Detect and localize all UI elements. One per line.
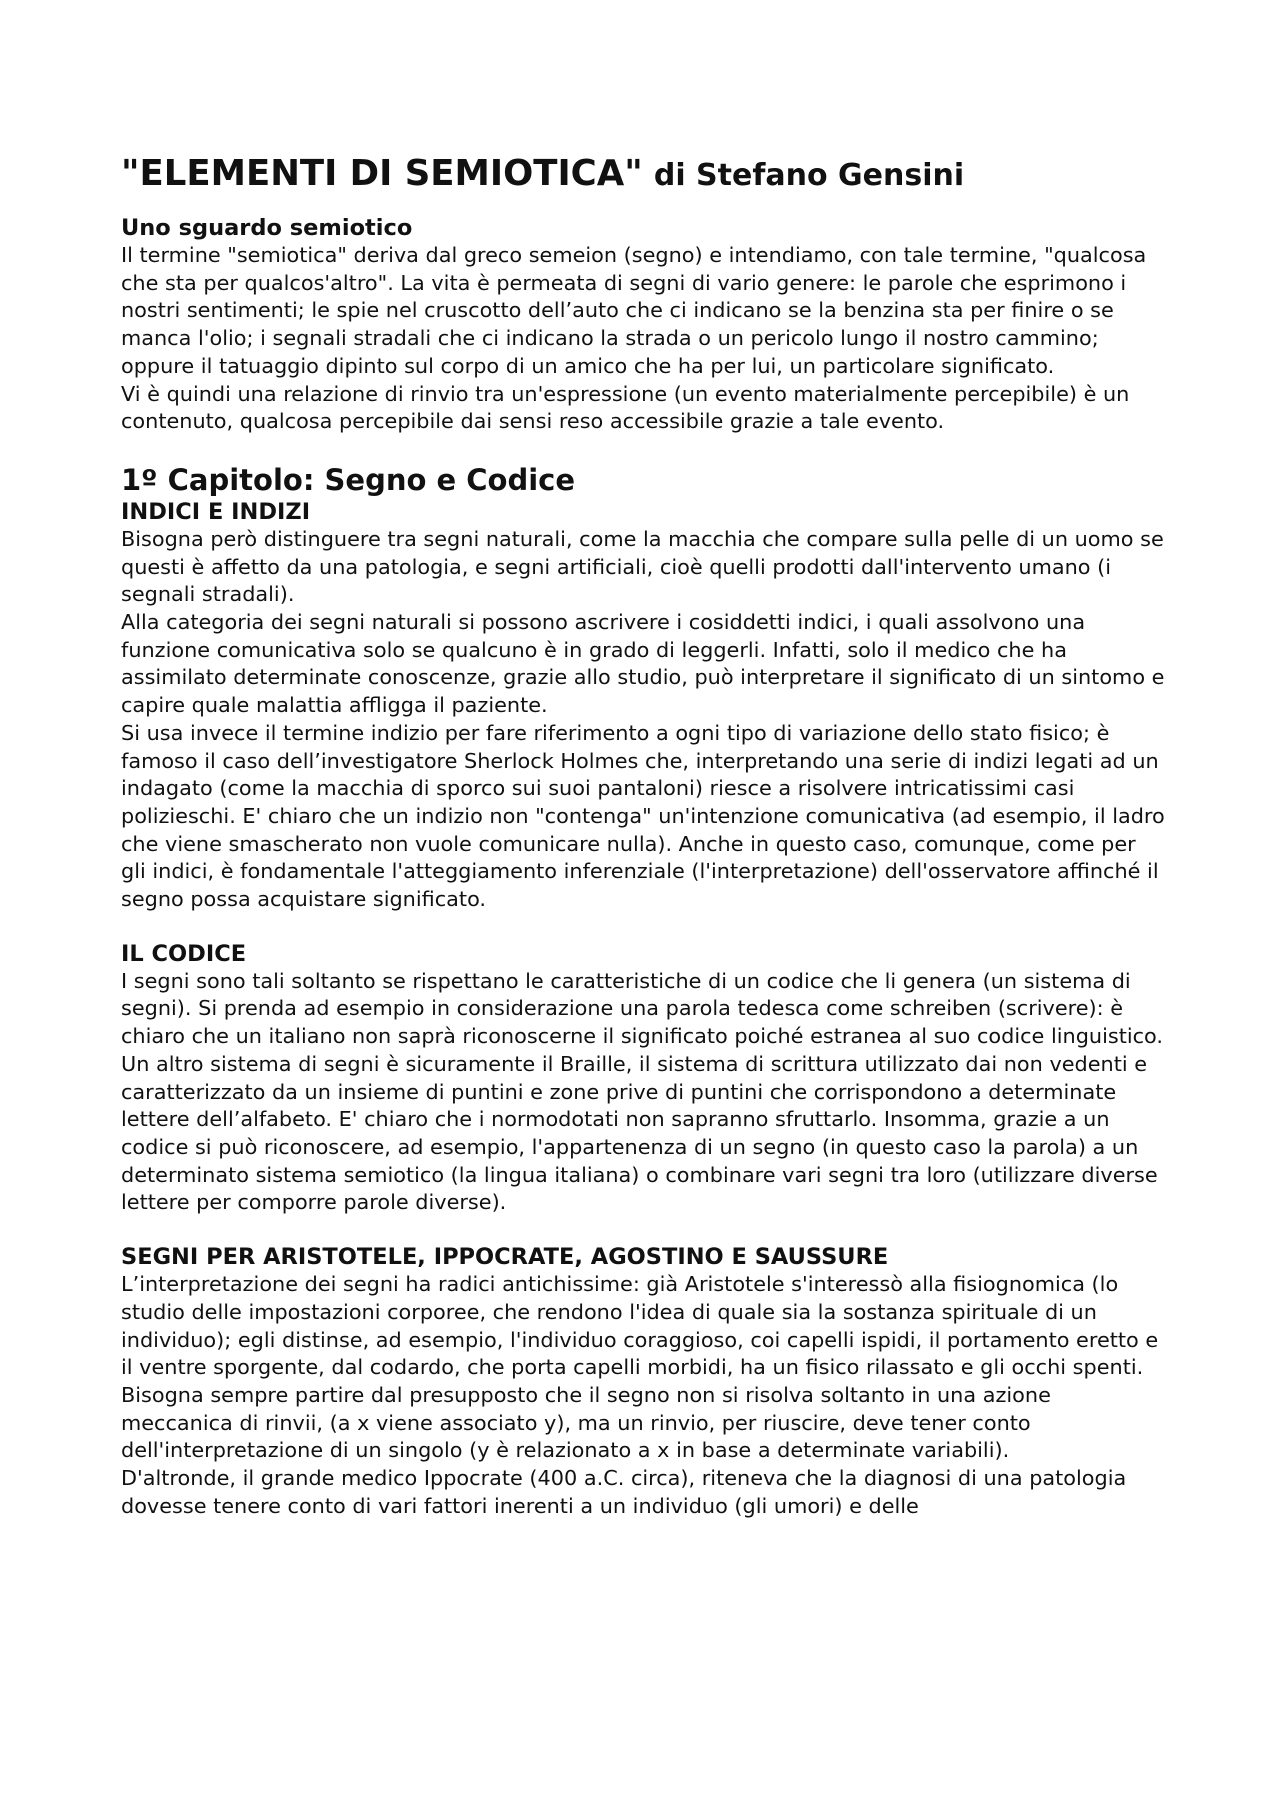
paragraph: Il termine "semiotica" deriva dal greco semeion (segno) e intendiamo, con tale termine, "qualcosa che sta per qualcos'altro". La vita è permeata di segni di vario genere: le parole che esprimono i nostri sentimenti; le spie nel cruscotto dell’auto che ci indicano se la benzina sta per finire o se manca l'olio; i segnali stradali che ci indicano la strada o un pericolo lungo il nostro cammino; oppure il tatuaggio dipinto sul corpo di un amico che ha per lui, un particolare significato. xyxy=(121,243,1147,378)
title-main: "ELEMENTI DI SEMIOTICA" xyxy=(121,153,643,194)
document-page xyxy=(121,150,1166,1520)
paragraph: L’interpretazione dei segni ha radici antichissime: già Aristotele s'interessò alla fisiognomica (lo studio delle impostazioni corporee, che rendono l'idea di quale sia la sostanza spirituale di un individuo); egli distinse, ad esempio, l'individuo coraggioso, coi capelli ispidi, il portamento eretto e il ventre sporgente, dal codardo, che porta capelli morbidi, ha un fisico rilassato e gli occhi spenti. Bisogna sempre partire dal presupposto che il segno non si risolva soltanto in una azione meccanica di rinvii, (a x viene associato y), ma un rinvio, per riuscire, deve tener conto dell'interpretazione di un singolo (y è relazionato a x in base a determinate variabili). xyxy=(121,1272,1159,1463)
intro-heading: Uno sguardo semiotico xyxy=(121,215,413,241)
paragraph: Alla categoria dei segni naturali si possono ascrivere i cosiddetti indici, i quali assolvono una funzione comunicativa solo se qualcuno è in grado di leggerli. Infatti, solo il medico che ha assimilato determinate conoscenze, grazie allo studio, può interpretare il significato di un sintomo e capire quale malattia affligga il paziente. xyxy=(121,610,1165,718)
paragraph: Bisogna però distinguere tra segni naturali, come la macchia che compare sulla pelle di un uomo se questi è affetto da una patologia, e segni artificiali, cioè quelli prodotti dall'intervento umano (i segnali stradali). xyxy=(121,526,1164,607)
section-heading: IL CODICE xyxy=(121,940,247,967)
section-segni-aristotele xyxy=(121,1243,1166,1520)
document-title xyxy=(121,150,1166,200)
section-heading: INDICI E INDIZI xyxy=(121,498,311,525)
paragraph: Vi è quindi una relazione di rinvio tra un'espressione (un evento materialmente percepibile) è un contenuto, qualcosa percepibile dai sensi reso accessibile grazie a tale evento. xyxy=(121,381,1130,434)
section-il-codice xyxy=(121,940,1166,1217)
section-heading: SEGNI PER ARISTOTELE, IPPOCRATE, AGOSTINO E SAUSSURE xyxy=(121,1244,889,1271)
chapter-heading: 1º Capitolo: Segno e Codice xyxy=(121,462,576,497)
paragraph: Si usa invece il termine indizio per fare riferimento a ogni tipo di variazione dello stato fisico; è famoso il caso dell’investigatore Sherlock Holmes che, interpretando una serie di indizi legati ad un indagato (come la macchia di sporco sui suoi pantaloni) riesce a risolvere intricatissimi casi polizieschi. E' chiaro che un indizio non "contenga" un'intenzione comunicativa (ad esempio, il ladro che viene smascherato non vuole comunicare nulla). Anche in questo caso, comunque, come per gli indici, è fondamentale l'atteggiamento inferenziale (l'interpretazione) dell'osservatore affinché il segno possa acquistare significato. xyxy=(121,720,1165,912)
paragraph: I segni sono tali soltanto se rispettano le caratteristiche di un codice che li genera (un sistema di segni). Si prenda ad esempio in considerazione una parola tedesca come schreiben (scrivere): è chiaro che un italiano non saprà riconoscerne il significato poiché estranea al suo codice linguistico. Un altro sistema di segni è sicuramente il Braille, il sistema di scrittura utilizzato dai non vedenti e caratterizzato da un insieme di puntini e zone prive di puntini che corrispondono a determinate lettere dell’alfabeto. E' chiaro che i normodotati non sapranno sfruttarlo. Insomma, grazie a un codice si può riconoscere, ad esempio, l'appartenenza di un segno (in questo caso la parola) a un determinato sistema semiotico (la lingua italiana) o combinare vari segni tra loro (utilizzare diverse lettere per comporre parole diverse). xyxy=(121,968,1164,1215)
section-indici-indizi xyxy=(121,498,1166,914)
intro-section xyxy=(121,214,1166,436)
title-author: di Stefano Gensini xyxy=(653,158,965,193)
paragraph: D'altronde, il grande medico Ippocrate (400 a.C. circa), riteneva che la diagnosi di una patologia dovesse tenere conto di vari fattori inerenti a un individuo (gli umori) e delle xyxy=(121,1466,1127,1518)
